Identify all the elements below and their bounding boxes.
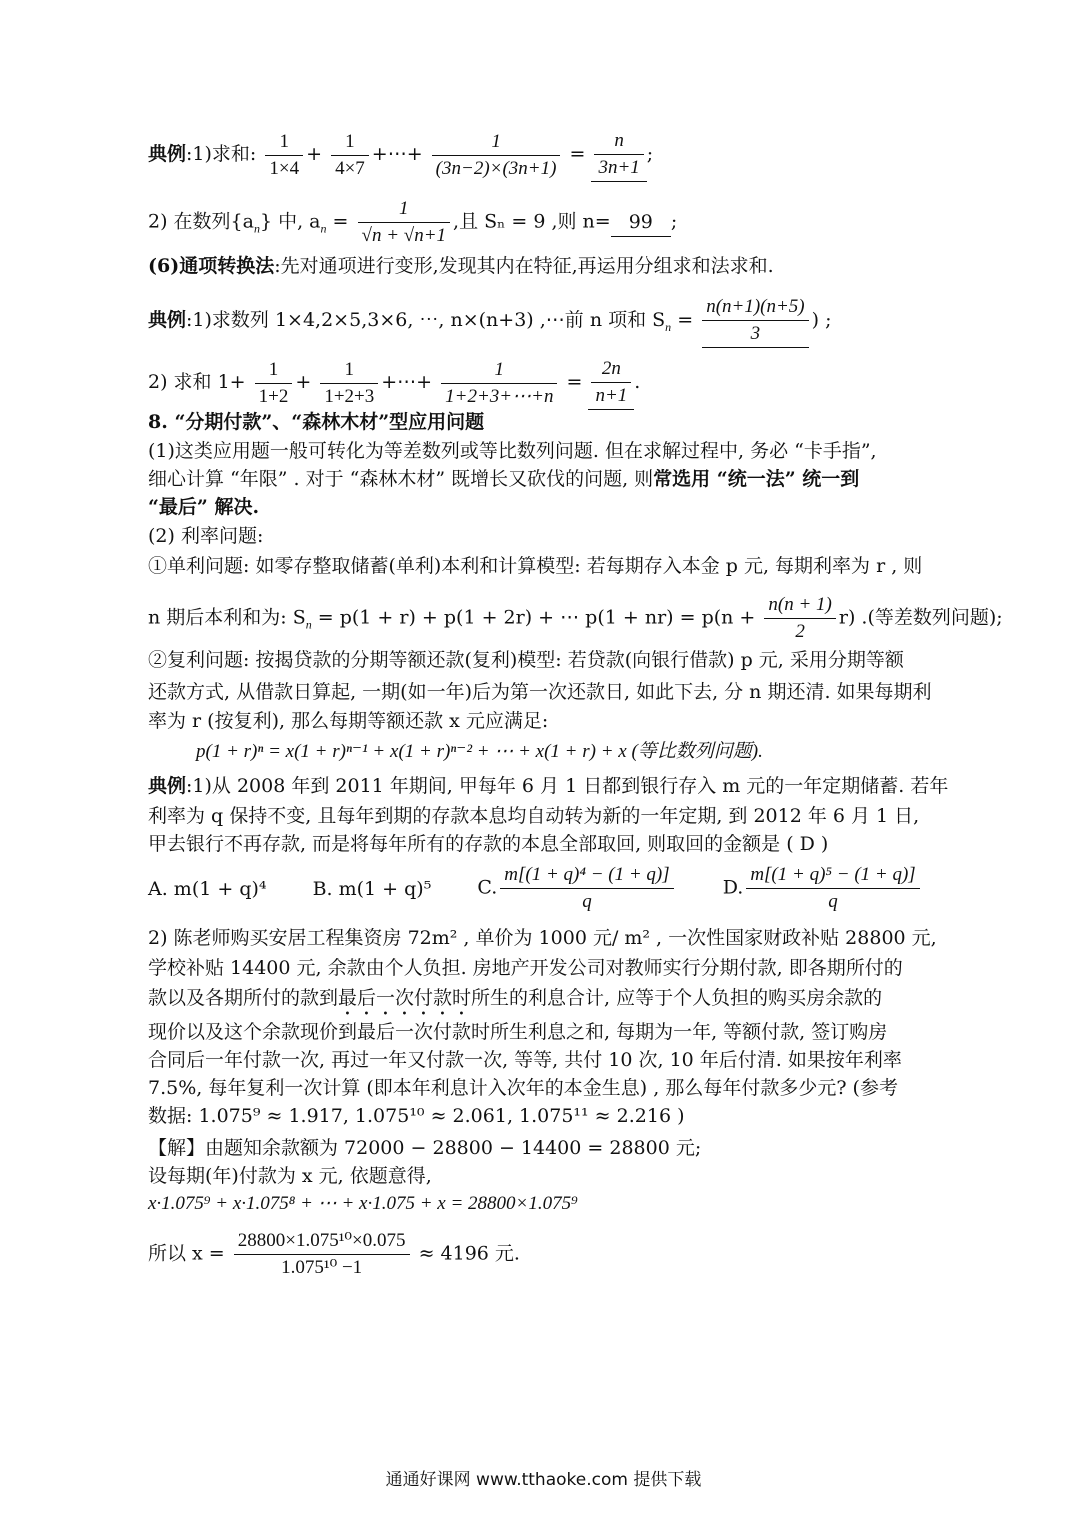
answer-blank: $\frac{2n}{n+1}$ [588, 356, 634, 410]
answer-blank: 99 [611, 208, 671, 237]
page-footer: 通通好课网 www.tthaoke.com 提供下载 [385, 1470, 702, 1490]
paragraph: (1)这类应用题一般可转化为等差数列或等比数列问题. 但在求解过程中, 务必 “卡手指”, [148, 440, 877, 462]
option-d: D. $\frac{\text{m[(1 + q)⁵ − (1 + q)]}}{q}$ [723, 862, 923, 915]
fraction: $\frac{1}{1\times 4}$ [265, 129, 303, 182]
answer-blank: $\frac{n}{3n+1}$ [591, 128, 646, 182]
paragraph: 利率为 q 保持不变, 且每年到期的存款本息均自动转为新的一年定期, 到 2012 年 6 月 1 日, [148, 805, 920, 827]
simple-interest-formula: n 期后本利和为: $S_n = p(1 + r) + p(1 + 2r)$ + ⋯ p(1 + nr) = p(n + $\frac{n(n + 1)}{2}$ r) .(等差数列问题); [148, 592, 1007, 645]
paragraph: 2) 陈老师购买安居工程集资房 72m² , 单价为 1000 元/ m² , 一次性国家财政补贴 28800 元, [148, 927, 937, 949]
paragraph: 率为 r (按复利), 那么每期等额还款 x 元应满足: [148, 710, 549, 732]
paragraph: “最后” 解决. [148, 496, 260, 518]
multiple-choice-options [148, 862, 1007, 915]
compound-interest-formula: p(1 + r)ⁿ = x(1 + r)ⁿ⁻¹ + x(1 + r)ⁿ⁻² + ⋯ + x(1 + r) + x (等比数列问题). [196, 741, 763, 762]
fraction: $\frac{1}{1+2+3}$ [320, 357, 378, 410]
option-a: A. m(1 + q)⁴ [148, 877, 267, 900]
fraction: $\frac{\text{28800×1.075¹⁰×0.075}}{\text{1.075¹⁰ −1}}$ [234, 1228, 410, 1281]
solution-result: 所以 x = $\frac{\text{28800×1.075¹⁰×0.075}}{\text{1.075¹⁰ −1}}$ ≈ 4196 元. [148, 1228, 1007, 1281]
paragraph: 甲去银行不再存款, 而是将每年所有的存款的本息全部取回, 则取回的金额是 ( D ) [148, 833, 829, 855]
paragraph: (2) 利率问题: [148, 525, 264, 547]
section-8-title: 8. “分期付款”、“森林木材”型应用问题 [148, 411, 485, 433]
example-tag: 典例 [148, 775, 187, 797]
paragraph: 细心计算 “年限” . 对于 “森林木材” 既增长又砍伐的问题, 则常选用 “统一法” 统一到 [148, 468, 860, 490]
example1-q1: 典例:1)求和: $\frac{1}{1\times 4}$ + $\frac{1}{4\times 7}$ +⋯+ $\frac{1}{(3n-2)\times(3n+1)}$ = $\frac{n}{3n+1}$ ; [148, 128, 1007, 182]
paragraph: ②复利问题: 按揭贷款的分期等额还款(复利)模型: 若贷款(向银行借款) p 元, 采用分期等额 [148, 649, 904, 671]
option-b: B. m(1 + q)⁵ [312, 877, 432, 900]
fraction: $\frac{1}{√n + √n+1}$ [358, 196, 451, 249]
example2-q2: 2) 求和 1+ $\frac{1}{1+2}$ + $\frac{1}{1+2+3}$ +⋯+ $\frac{1}{1+2+3+\cdots+n}$ = $\frac{2n}{n+1}$ . [148, 356, 1007, 410]
fraction: $\frac{1}{1+2+3+\cdots+n}$ [441, 357, 557, 410]
fraction: $\frac{n(n + 1)}{2}$ [764, 592, 835, 645]
paragraph: 还款方式, 从借款日算起, 一期(如一年)后为第一次还款日, 如此下去, 分 n 期还清. 如果每期利 [148, 681, 932, 703]
fraction: $\frac{1}{(3n-2)\times(3n+1)}$ [432, 129, 561, 182]
paragraph: 现价以及这个余款现价到最后一次付款时所生利息之和, 每期为一年, 等额付款, 签订购房 [148, 1021, 888, 1043]
example3-line: 典例:1)从 2008 年到 2011 年期间, 甲每年 6 月 1 日都到银行存入 m 元的一年定期储蓄. 若年 [148, 775, 949, 797]
example2-q1: 典例:1)求数列 1×4,2×5,3×6, ⋯, n×(n+3) ,⋯前 n 项和 $S_n$ = $\frac{n(n+1)(n+5)}{3}$ ) ; [148, 294, 1007, 348]
solution-equation: x·1.075⁹ + x·1.075⁸ + ⋯ + x·1.075 + x = 28800×1.075⁹ [148, 1193, 578, 1214]
paragraph: 数据: 1.075⁹ ≈ 1.917, 1.075¹⁰ ≈ 2.061, 1.075¹¹ ≈ 2.216 ) [148, 1105, 685, 1127]
solution-line: 【解】由题知余款额为 72000 − 28800 − 14400 = 28800 元; [148, 1137, 702, 1159]
paragraph: ①单利问题: 如零存整取储蓄(单利)本利和计算模型: 若每期存入本金 p 元, 每期利率为 r , 则 [148, 555, 923, 577]
method-6: (6)通项转换法:先对通项进行变形,发现其内在特征,再运用分组求和法求和. [148, 255, 774, 277]
fraction: $\frac{n(n+1)(n+5)}{3}$ [702, 294, 808, 348]
example-tag: 典例 [148, 309, 187, 331]
fraction: $\frac{1}{4\times 7}$ [331, 129, 369, 182]
fraction: $\frac{1}{1+2}$ [255, 357, 293, 410]
paragraph: 学校补贴 14400 元, 余款由个人负担. 房地产开发公司对教师实行分期付款, 即各期所付的 [148, 957, 903, 979]
example-tag: 典例 [148, 143, 187, 165]
paragraph: 7.5%, 每年复利一次计算 (即本年利息计入次年的本金生息) , 那么每年付款多少元? (参考 [148, 1077, 898, 1099]
option-c: C. $\frac{\text{m[(1 + q)⁴ − (1 + q)]}}{q}$ [477, 862, 676, 915]
paragraph: 款以及各期所付的款到最后一次付款时所生的利息合计, 应等于个人负担的购买房余款的 [148, 987, 883, 1009]
paragraph: 合同后一年付款一次, 再过一年又付款一次, 等等, 共付 10 次, 10 年后付清. 如果按年利率 [148, 1049, 902, 1071]
solution-line: 设每期(年)付款为 x 元, 依题意得, [148, 1165, 432, 1187]
example1-q2: 2) 在数列$\{a_n\}$ 中, $a_n$ = $\frac{1}{√n + √n+1}$ ,且 Sₙ = 9 ,则 n= 99 ; [148, 196, 1007, 249]
